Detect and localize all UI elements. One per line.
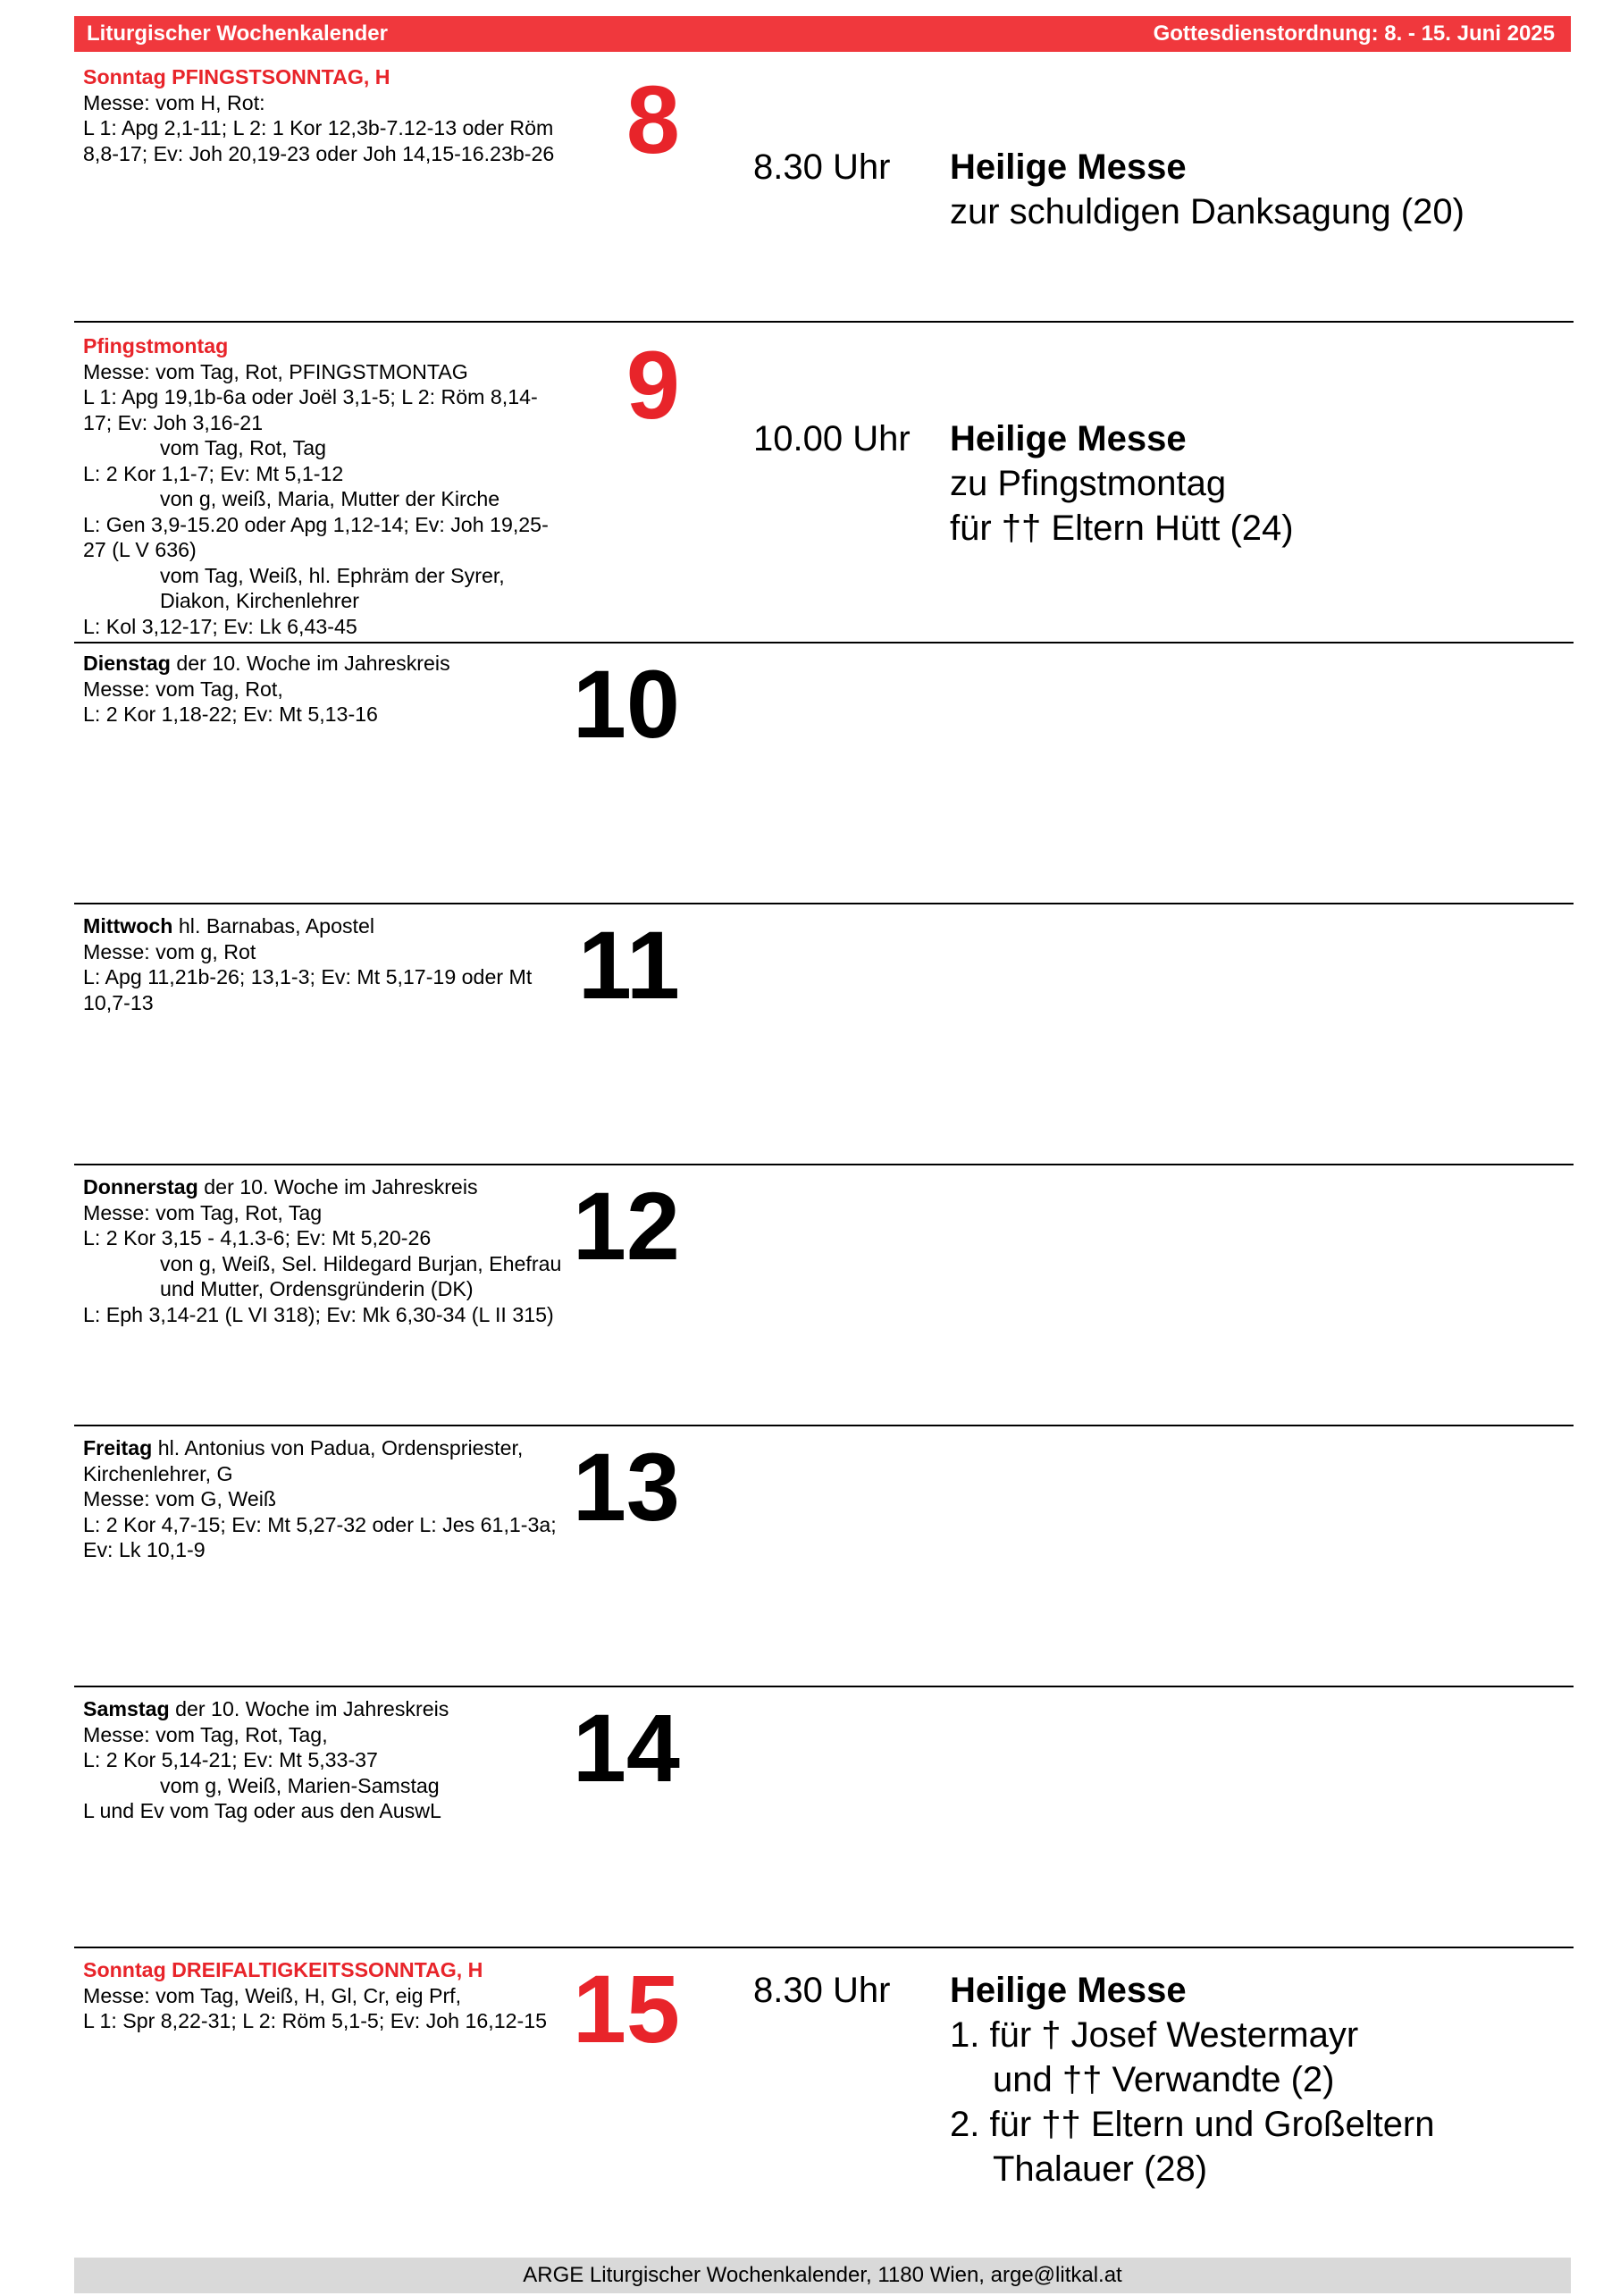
day-number: 15: [572, 1955, 680, 2063]
header-date-range: Gottesdienstordnung: 8. - 15. Juni 2025: [1153, 21, 1555, 46]
info-line: Messe: vom Tag, Rot, Tag,: [83, 1722, 328, 1746]
day-number: 11: [577, 911, 680, 1019]
service-line: zu Pfingstmontag: [950, 464, 1227, 503]
info-line: und Mutter, Ordensgründerin (DK): [160, 1277, 474, 1300]
day-title: Sonntag PFINGSTSONNTAG, H: [83, 65, 390, 88]
day-number: 14: [572, 1694, 680, 1802]
service-line: und †† Verwandte (2): [993, 2060, 1335, 2099]
info-line: vom g, Weiß, Marien-Samstag: [160, 1773, 440, 1797]
day-subtitle: der 10. Woche im Jahreskreis: [170, 652, 450, 675]
info-line: L: Gen 3,9-15.20 oder Apg 1,12-14; Ev: Joh 19,25-: [83, 512, 549, 536]
service-details: [950, 416, 1294, 551]
service-line: Thalauer (28): [993, 2149, 1208, 2189]
day-block-tuesday-10: [74, 642, 1574, 905]
day-number: 9: [625, 331, 680, 439]
day-title: Pfingstmontag: [83, 334, 229, 357]
service-line: 2. für †† Eltern und Großeltern: [950, 2105, 1435, 2144]
service-details: [950, 145, 1465, 234]
service-details: [950, 1968, 1435, 2191]
day-subtitle: der 10. Woche im Jahreskreis: [197, 1175, 478, 1198]
info-line: Ev: Lk 10,1-9: [83, 1538, 206, 1561]
day-block-friday-13: [74, 1425, 1574, 1688]
info-line: 8,8-17; Ev: Joh 20,19-23 oder Joh 14,15-16.23b-26: [83, 141, 555, 165]
info-line: L: 2 Kor 5,14-21; Ev: Mt 5,33-37: [83, 1748, 378, 1771]
info-line: L 1: Apg 19,1b-6a oder Joël 3,1-5; L 2: Röm 8,14-: [83, 385, 538, 408]
day-block-sunday-15: [74, 1947, 1574, 2257]
info-line: Messe: vom g, Rot: [83, 939, 256, 963]
info-line: vom Tag, Rot, Tag: [160, 436, 327, 459]
service-time: 8.30 Uhr: [753, 1971, 891, 2010]
service-line: 1. für † Josef Westermayr: [950, 2015, 1359, 2055]
info-line: von g, Weiß, Sel. Hildegard Burjan, Ehefrau: [160, 1251, 562, 1275]
info-line: Diakon, Kirchenlehrer: [160, 589, 359, 612]
day-title: Sonntag DREIFALTIGKEITSSONNTAG, H: [83, 1958, 483, 1981]
info-line: L: 2 Kor 4,7-15; Ev: Mt 5,27-32 oder L: Jes 61,1-3a;: [83, 1512, 557, 1536]
info-line: L: 2 Kor 1,1-7; Ev: Mt 5,1-12: [83, 461, 344, 485]
info-line: Messe: vom Tag, Weiß, H, Gl, Cr, eig Prf,: [83, 1983, 462, 2007]
header-title: Liturgischer Wochenkalender: [87, 21, 388, 46]
day-title: Samstag: [83, 1697, 170, 1720]
info-line: von g, weiß, Maria, Mutter der Kirche: [160, 487, 500, 510]
day-block-saturday-14: [74, 1686, 1574, 1949]
service-title: Heilige Messe: [950, 419, 1187, 458]
day-block-wednesday-11: [74, 903, 1574, 1166]
day-title: Donnerstag: [83, 1175, 198, 1198]
info-line: Messe: vom Tag, Rot, PFINGSTMONTAG: [83, 359, 468, 383]
day-title: Mittwoch: [83, 914, 173, 938]
service-line: zur schuldigen Danksagung (20): [950, 192, 1465, 231]
day-block-thursday-12: [74, 1164, 1574, 1427]
service-time: 8.30 Uhr: [753, 147, 891, 187]
footer-text: ARGE Liturgischer Wochenkalender, 1180 Wien, arge@litkal.at: [523, 2263, 1122, 2287]
day-title: Freitag: [83, 1436, 153, 1459]
page-footer: [74, 2258, 1571, 2293]
day-number: 13: [572, 1433, 680, 1541]
info-line: L: Kol 3,12-17; Ev: Lk 6,43-45: [83, 614, 357, 638]
info-line: vom Tag, Weiß, hl. Ephräm der Syrer,: [160, 563, 505, 587]
day-number: 10: [572, 650, 680, 758]
day-subtitle: hl. Barnabas, Apostel: [172, 914, 375, 938]
day-block-monday-9: [74, 321, 1574, 644]
day-subtitle: der 10. Woche im Jahreskreis: [169, 1697, 449, 1720]
day-block-sunday-8: [74, 54, 1574, 322]
info-line: Messe: vom Tag, Rot, Tag: [83, 1200, 323, 1224]
info-line: 17; Ev: Joh 3,16-21: [83, 410, 264, 434]
info-line: L: 2 Kor 3,15 - 4,1.3-6; Ev: Mt 5,20-26: [83, 1226, 432, 1249]
info-line: L und Ev vom Tag oder aus den AuswL: [83, 1799, 441, 1822]
info-line: L: Eph 3,14-21 (L VI 318); Ev: Mk 6,30-34 (L II 315): [83, 1302, 554, 1326]
calendar-header: [74, 16, 1571, 52]
service-title: Heilige Messe: [950, 147, 1187, 187]
info-line: L: Apg 11,21b-26; 13,1-3; Ev: Mt 5,17-19 oder Mt: [83, 965, 533, 988]
info-line: L 1: Spr 8,22-31; L 2: Röm 5,1-5; Ev: Joh 16,12-15: [83, 2009, 548, 2032]
info-line: Messe: vom H, Rot:: [83, 90, 265, 114]
day-title: Dienstag: [83, 652, 171, 675]
service-title: Heilige Messe: [950, 1971, 1187, 2010]
day-subtitle: hl. Antonius von Padua, Ordenspriester,: [152, 1436, 524, 1459]
day-number: 8: [625, 65, 680, 173]
info-line: L 1: Apg 2,1-11; L 2: 1 Kor 12,3b-7.12-13 oder Röm: [83, 116, 554, 139]
service-line: für †† Eltern Hütt (24): [950, 509, 1294, 548]
info-line: Messe: vom G, Weiß: [83, 1487, 277, 1510]
info-line: L: 2 Kor 1,18-22; Ev: Mt 5,13-16: [83, 702, 378, 726]
info-line: Kirchenlehrer, G: [83, 1461, 233, 1485]
info-line: 27 (L V 636): [83, 538, 197, 561]
service-time: 10.00 Uhr: [753, 419, 911, 458]
day-number: 12: [572, 1172, 680, 1280]
info-line: 10,7-13: [83, 990, 154, 1014]
info-line: Messe: vom Tag, Rot,: [83, 677, 283, 701]
